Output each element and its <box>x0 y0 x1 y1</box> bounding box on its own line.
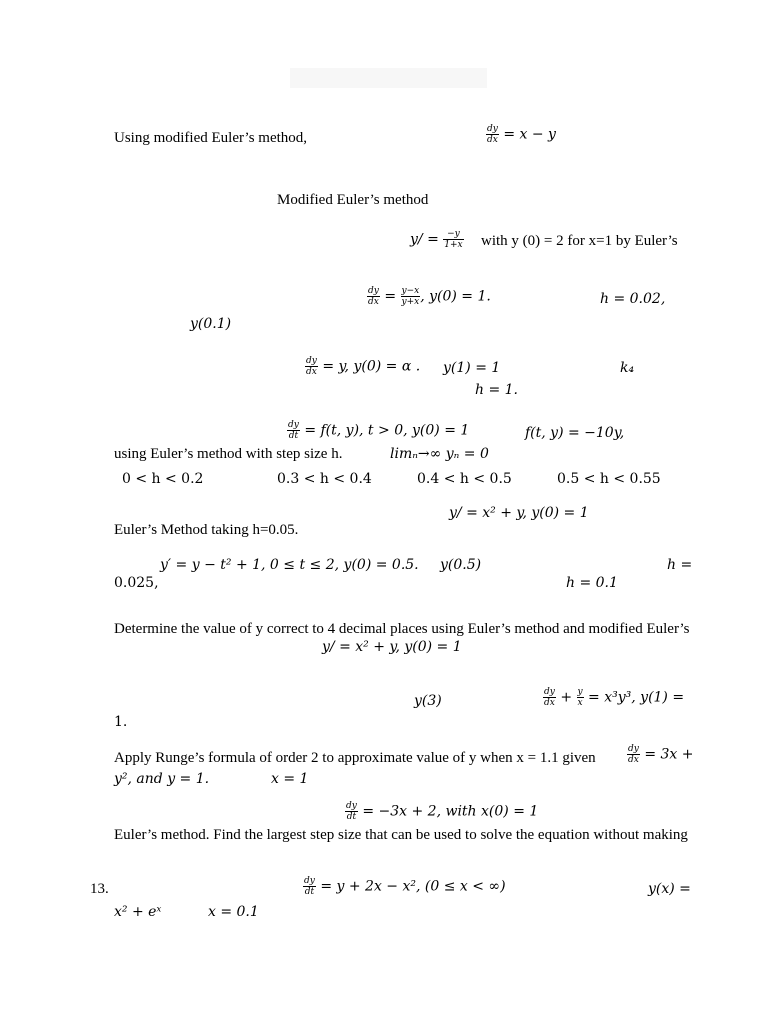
fraction-dy-dx: $\frac{dy}{dx}$ <box>368 286 379 307</box>
target-y-3: y(3) <box>414 693 442 709</box>
exact-solution-expression: x² + eˣ <box>114 904 162 920</box>
option-c-range: 0.4 < h < 0.5 <box>417 471 512 487</box>
equation-y-prime-x2-plus-y-2: y/ = x² + y, y(0) = 1 <box>322 639 462 655</box>
fraction-dy-dx: $\frac{dy}{dx}$ <box>487 124 498 145</box>
redacted-header-block <box>290 68 487 88</box>
fraction-dy-dx: $\frac{dy}{dx}$ <box>628 744 639 765</box>
equation-bernoulli: $\frac{dy}{dx}$ + $\frac{y}{x}$ = x³y³, y(1) = <box>544 687 685 708</box>
text-apply-runge: Apply Runge’s formula of order 2 to approximate value of y when x = 1.1 given <box>114 750 596 766</box>
step-size-0-025: 0.025, <box>114 575 159 591</box>
fraction-dy-dt: $\frac{dy}{dt}$ <box>288 420 299 441</box>
fraction-y-over-x: $\frac{y}{x}$ <box>577 687 583 708</box>
step-size-h-label: h = <box>667 557 693 573</box>
equation-y2-and-y-1: y², and y = 1. <box>114 771 210 787</box>
fraction-dy-dt: $\frac{dy}{dt}$ <box>346 801 357 822</box>
equation-dy-dx-3x: $\frac{dy}{dx}$ = 3x + <box>628 744 694 765</box>
condition-x-1: x = 1 <box>271 771 309 787</box>
equation-dy-dx-rational: $\frac{dy}{dx}$ = $\frac{y-x}{y+x}$ , y(0) = 1. <box>368 286 491 307</box>
target-y-0-1: y(0.1) <box>190 316 232 332</box>
option-b-range: 0.3 < h < 0.4 <box>277 471 372 487</box>
text-euler-h-0-05: Euler’s Method taking h=0.05. <box>114 522 299 538</box>
option-a-range: 0 < h < 0.2 <box>122 471 204 487</box>
text-determine-value: Determine the value of y correct to 4 decimal places using Euler’s method and modified Euler’s <box>114 621 690 637</box>
limit-yn-zero: limₙ→∞ yₙ = 0 <box>390 446 489 462</box>
equation-dy-dx-x-minus-y: $\frac{dy}{dx}$ = x − y <box>487 124 556 145</box>
fraction-y-minus-x-over-y-plus-x: $\frac{y-x}{y+x}$ <box>401 286 420 307</box>
function-f-t-y: f(t, y) = −10y, <box>525 425 625 441</box>
equation-dy-dt-neg-3x: $\frac{dy}{dt}$ = −3x + 2, with x(0) = 1 <box>346 801 539 822</box>
question-number-13: 13. <box>90 881 109 897</box>
heading-modified-euler: Modified Euler’s method <box>277 192 429 208</box>
equation-dy-dt-y-2x: $\frac{dy}{dt}$ = y + 2x − x², (0 ≤ x < ∞) <box>304 876 506 897</box>
value-1: 1. <box>114 714 128 730</box>
condition-x-0-1: x = 0.1 <box>208 904 259 920</box>
equation-dy-dt-f-t-y: $\frac{dy}{dt}$ = f(t, y), t > 0, y(0) = 1 <box>288 420 470 441</box>
target-y-0-5: y(0.5) <box>440 557 482 573</box>
problem-intro-modified-euler: Using modified Euler’s method, <box>114 130 308 146</box>
step-size-h-1: h = 1. <box>475 382 519 398</box>
text-largest-step-size: Euler’s method. Find the largest step size that can be used to solve the equation without making <box>114 827 688 843</box>
step-size-h-0-1: h = 0.1 <box>566 575 618 591</box>
fraction-dy-dt: $\frac{dy}{dt}$ <box>304 876 315 897</box>
exact-solution-label: y(x) = <box>648 881 691 897</box>
condition-y-1-1: y(1) = 1 <box>443 360 501 376</box>
fraction-dy-dx: $\frac{dy}{dx}$ <box>306 356 317 377</box>
equation-y-prime-t-range: y′ = y − t² + 1, 0 ≤ t ≤ 2, y(0) = 0.5. <box>160 557 419 573</box>
equation-y-prime: y/ = $\frac{-y}{1+x}$ <box>410 229 463 250</box>
equation-dy-dx-y-alpha: $\frac{dy}{dx}$ = y, y(0) = α . <box>306 356 421 377</box>
equation-y-prime-x2-plus-y: y/ = x² + y, y(0) = 1 <box>449 505 589 521</box>
fraction-dy-dx: $\frac{dy}{dx}$ <box>544 687 555 708</box>
text-euler-step-size: using Euler’s method with step size h. <box>114 446 343 462</box>
text-initial-condition-euler: with y (0) = 2 for x=1 by Euler’s <box>481 233 678 249</box>
fraction-neg-y-over-1-plus-x: $\frac{-y}{1+x}$ <box>444 229 463 250</box>
term-k4: k₄ <box>620 360 635 376</box>
option-d-range: 0.5 < h < 0.55 <box>557 471 661 487</box>
step-size-h-0-02: h = 0.02, <box>600 291 666 307</box>
